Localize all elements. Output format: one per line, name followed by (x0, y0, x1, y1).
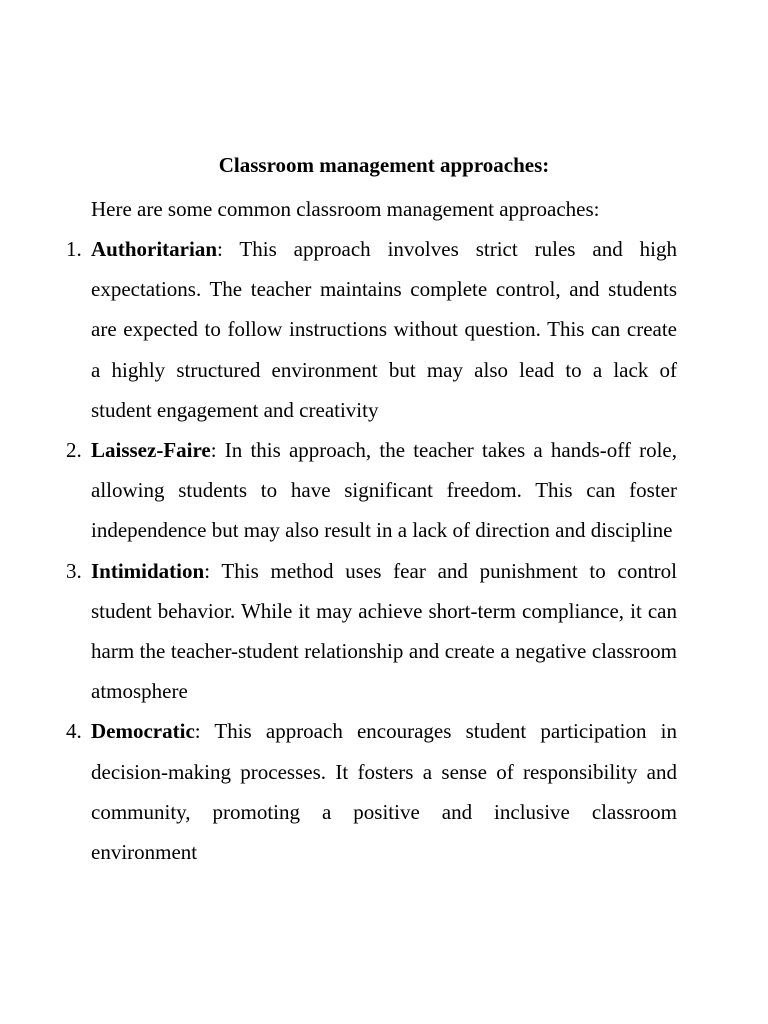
approach-description: : This method uses fear and punishment to control student behavior. While it may achieve short-term compliance, it can harm the teacher-student relationship and create a negative classroom atmosphere (91, 558, 677, 704)
approach-term: Authoritarian (91, 237, 217, 261)
list-item (0, 711, 768, 872)
approach-term: Laissez-Faire (91, 438, 211, 463)
list-item-number: 4. (66, 719, 82, 744)
approach-description: : This approach involves strict rules and high expectations. The teacher maintains complete control, and students are expected to follow instructions without question. This can create a highly structured environment but may also lead to a lack of student engagement and creativity (91, 237, 677, 422)
list-item (0, 229, 768, 430)
list-item (0, 551, 768, 712)
approach-description: : This approach encourages student participation in decision-making processes. It fosters a sense of responsibility and community, promoting a positive and inclusive classroom environment (91, 719, 677, 865)
list-item-text (91, 551, 677, 712)
intro-paragraph: Here are some common classroom management approaches: (91, 197, 600, 221)
approach-term: Intimidation (91, 558, 205, 583)
approach-description: : In this approach, the teacher takes a hands-off role, allowing students to have significant freedom. This can foster independence but may also result in a lack of direction and discipline (91, 438, 677, 543)
document-title: Classroom management approaches: (218, 153, 550, 177)
list-item-text (91, 430, 677, 551)
approaches-list (0, 229, 768, 872)
approach-term: Democratic (91, 719, 195, 744)
list-item-text (91, 229, 677, 430)
list-item-number: 2. (66, 438, 82, 463)
list-item-text (91, 711, 677, 872)
list-item (0, 430, 768, 551)
list-item-number: 3. (66, 558, 82, 583)
list-item-number: 1. (66, 237, 82, 261)
